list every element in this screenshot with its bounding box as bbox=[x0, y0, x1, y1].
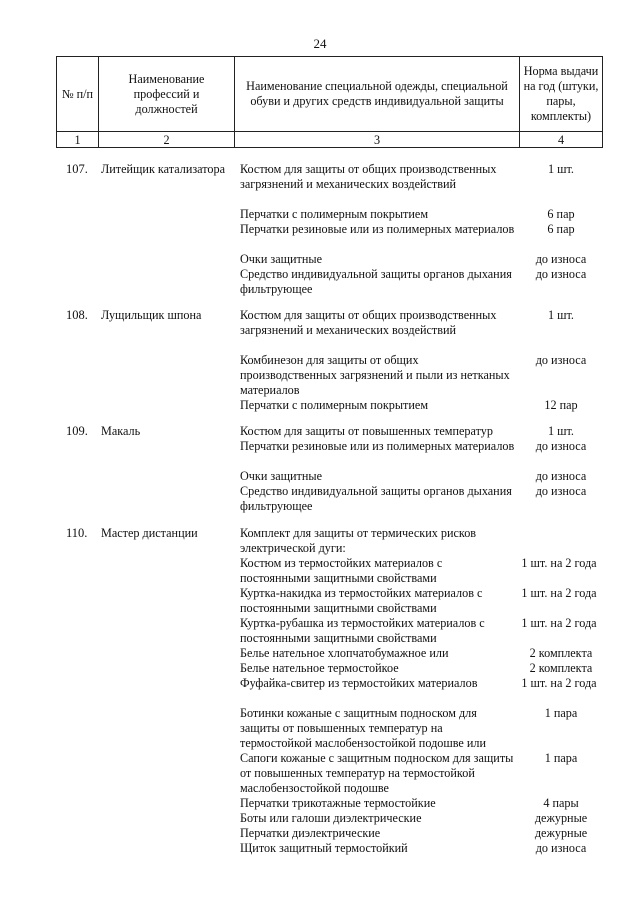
equipment-item: Костюм для защиты от повышенных температур bbox=[240, 424, 493, 438]
issue-norm: 1 шт. bbox=[548, 308, 574, 322]
row-number: 110. bbox=[66, 526, 88, 540]
issue-norm: 6 пар bbox=[547, 207, 575, 221]
issue-norm: 12 пар bbox=[544, 398, 578, 412]
issue-norm: до износа bbox=[535, 252, 587, 266]
header-index-1: 1 bbox=[57, 132, 99, 148]
equipment-item: Костюм из термостойких материалов с постоянными защитными свойствами bbox=[240, 556, 443, 585]
equipment-item: Ботинки кожаные с защитным подноском для защиты от повышенных температур на термостойкой маслобензостойкой подошве или bbox=[240, 706, 487, 750]
issue-norm: 2 комплекта bbox=[529, 646, 593, 660]
equipment-item: Сапоги кожаные с защитным подноском для защиты от повышенных температур на термостойкой маслобензостойкой подошве bbox=[240, 751, 514, 795]
issue-norm: 1 шт. bbox=[548, 162, 574, 176]
issue-norm: до износа bbox=[535, 353, 587, 367]
equipment-item: Перчатки трикотажные термостойкие bbox=[240, 796, 436, 810]
issue-norm: 1 шт. на 2 года bbox=[521, 586, 597, 600]
profession-name: Литейщик катализатора bbox=[101, 162, 226, 176]
equipment-item: Щиток защитный термостойкий bbox=[240, 841, 408, 855]
issue-norm: 1 пара bbox=[544, 751, 578, 765]
equipment-item: Боты или галоши диэлектрические bbox=[240, 811, 422, 825]
issue-norm: дежурные bbox=[534, 826, 588, 840]
header-index-3: 3 bbox=[235, 132, 520, 148]
equipment-item: Белье нательное термостойкое bbox=[240, 661, 399, 675]
issue-norm: 6 пар bbox=[547, 222, 575, 236]
issue-norm: до износа bbox=[535, 841, 587, 855]
issue-norm: 1 шт. на 2 года bbox=[521, 676, 597, 690]
equipment-item: Перчатки резиновые или из полимерных материалов bbox=[240, 222, 515, 236]
equipment-item: Перчатки с полимерным покрытием bbox=[240, 207, 429, 221]
issue-norm: 4 пары bbox=[543, 796, 579, 810]
page-number: 24 bbox=[313, 36, 327, 51]
issue-norm: 1 шт. bbox=[548, 424, 574, 438]
equipment-item: Белье нательное хлопчатобумажное или bbox=[240, 646, 449, 660]
equipment-item: Костюм для защиты от общих производственных загрязнений и механических воздействий bbox=[240, 162, 497, 191]
issue-norm: до износа bbox=[535, 267, 587, 281]
equipment-item: Средство индивидуальной защиты органов дыхания фильтрующее bbox=[240, 484, 512, 513]
row-number: 108. bbox=[66, 308, 88, 322]
issue-norm: до износа bbox=[535, 439, 587, 453]
equipment-item: Куртка-рубашка из термостойких материалов с постоянными защитными свойствами bbox=[240, 616, 485, 645]
profession-name: Макаль bbox=[101, 424, 141, 438]
equipment-item: Очки защитные bbox=[240, 469, 322, 483]
header-index-4: 4 bbox=[520, 132, 603, 148]
profession-name: Мастер дистанции bbox=[101, 526, 198, 540]
header-equipment-column: Наименование специальной одежды, специальной обуви и других средств индивидуальной защиты bbox=[235, 57, 520, 132]
equipment-item: Комплект для защиты от термических рисков электрической дуги: bbox=[240, 526, 477, 555]
equipment-item: Комбинезон для защиты от общих производственных загрязнений и пыли из нетканых материалов bbox=[240, 353, 510, 397]
equipment-item: Костюм для защиты от общих производственных загрязнений и механических воздействий bbox=[240, 308, 497, 337]
issue-norm: 1 шт. на 2 года bbox=[521, 616, 597, 630]
row-number: 109. bbox=[66, 424, 88, 438]
header-profession-column: Наименование профессий и должностей bbox=[99, 57, 235, 132]
equipment-item: Перчатки с полимерным покрытием bbox=[240, 398, 429, 412]
issue-norm: 1 пара bbox=[544, 706, 578, 720]
profession-name: Лущильщик шпона bbox=[101, 308, 202, 322]
equipment-item: Перчатки резиновые или из полимерных материалов bbox=[240, 439, 515, 453]
issue-norm: до износа bbox=[535, 469, 587, 483]
equipment-item: Очки защитные bbox=[240, 252, 322, 266]
header-norm-column: Норма выдачи на год (штуки, пары, комплекты) bbox=[520, 57, 603, 132]
equipment-item: Куртка-накидка из термостойких материалов с постоянными защитными свойствами bbox=[240, 586, 483, 615]
issue-norm: до износа bbox=[535, 484, 587, 498]
equipment-item: Средство индивидуальной защиты органов дыхания фильтрующее bbox=[240, 267, 512, 296]
issue-norm: 2 комплекта bbox=[529, 661, 593, 675]
equipment-item: Фуфайка-свитер из термостойких материалов bbox=[240, 676, 478, 690]
issue-norm: дежурные bbox=[534, 811, 588, 825]
header-number-column: № п/п bbox=[57, 57, 99, 132]
table-header bbox=[56, 56, 603, 148]
header-index-2: 2 bbox=[99, 132, 235, 148]
equipment-item: Перчатки диэлектрические bbox=[240, 826, 381, 840]
issue-norm: 1 шт. на 2 года bbox=[521, 556, 597, 570]
row-number: 107. bbox=[66, 162, 88, 176]
